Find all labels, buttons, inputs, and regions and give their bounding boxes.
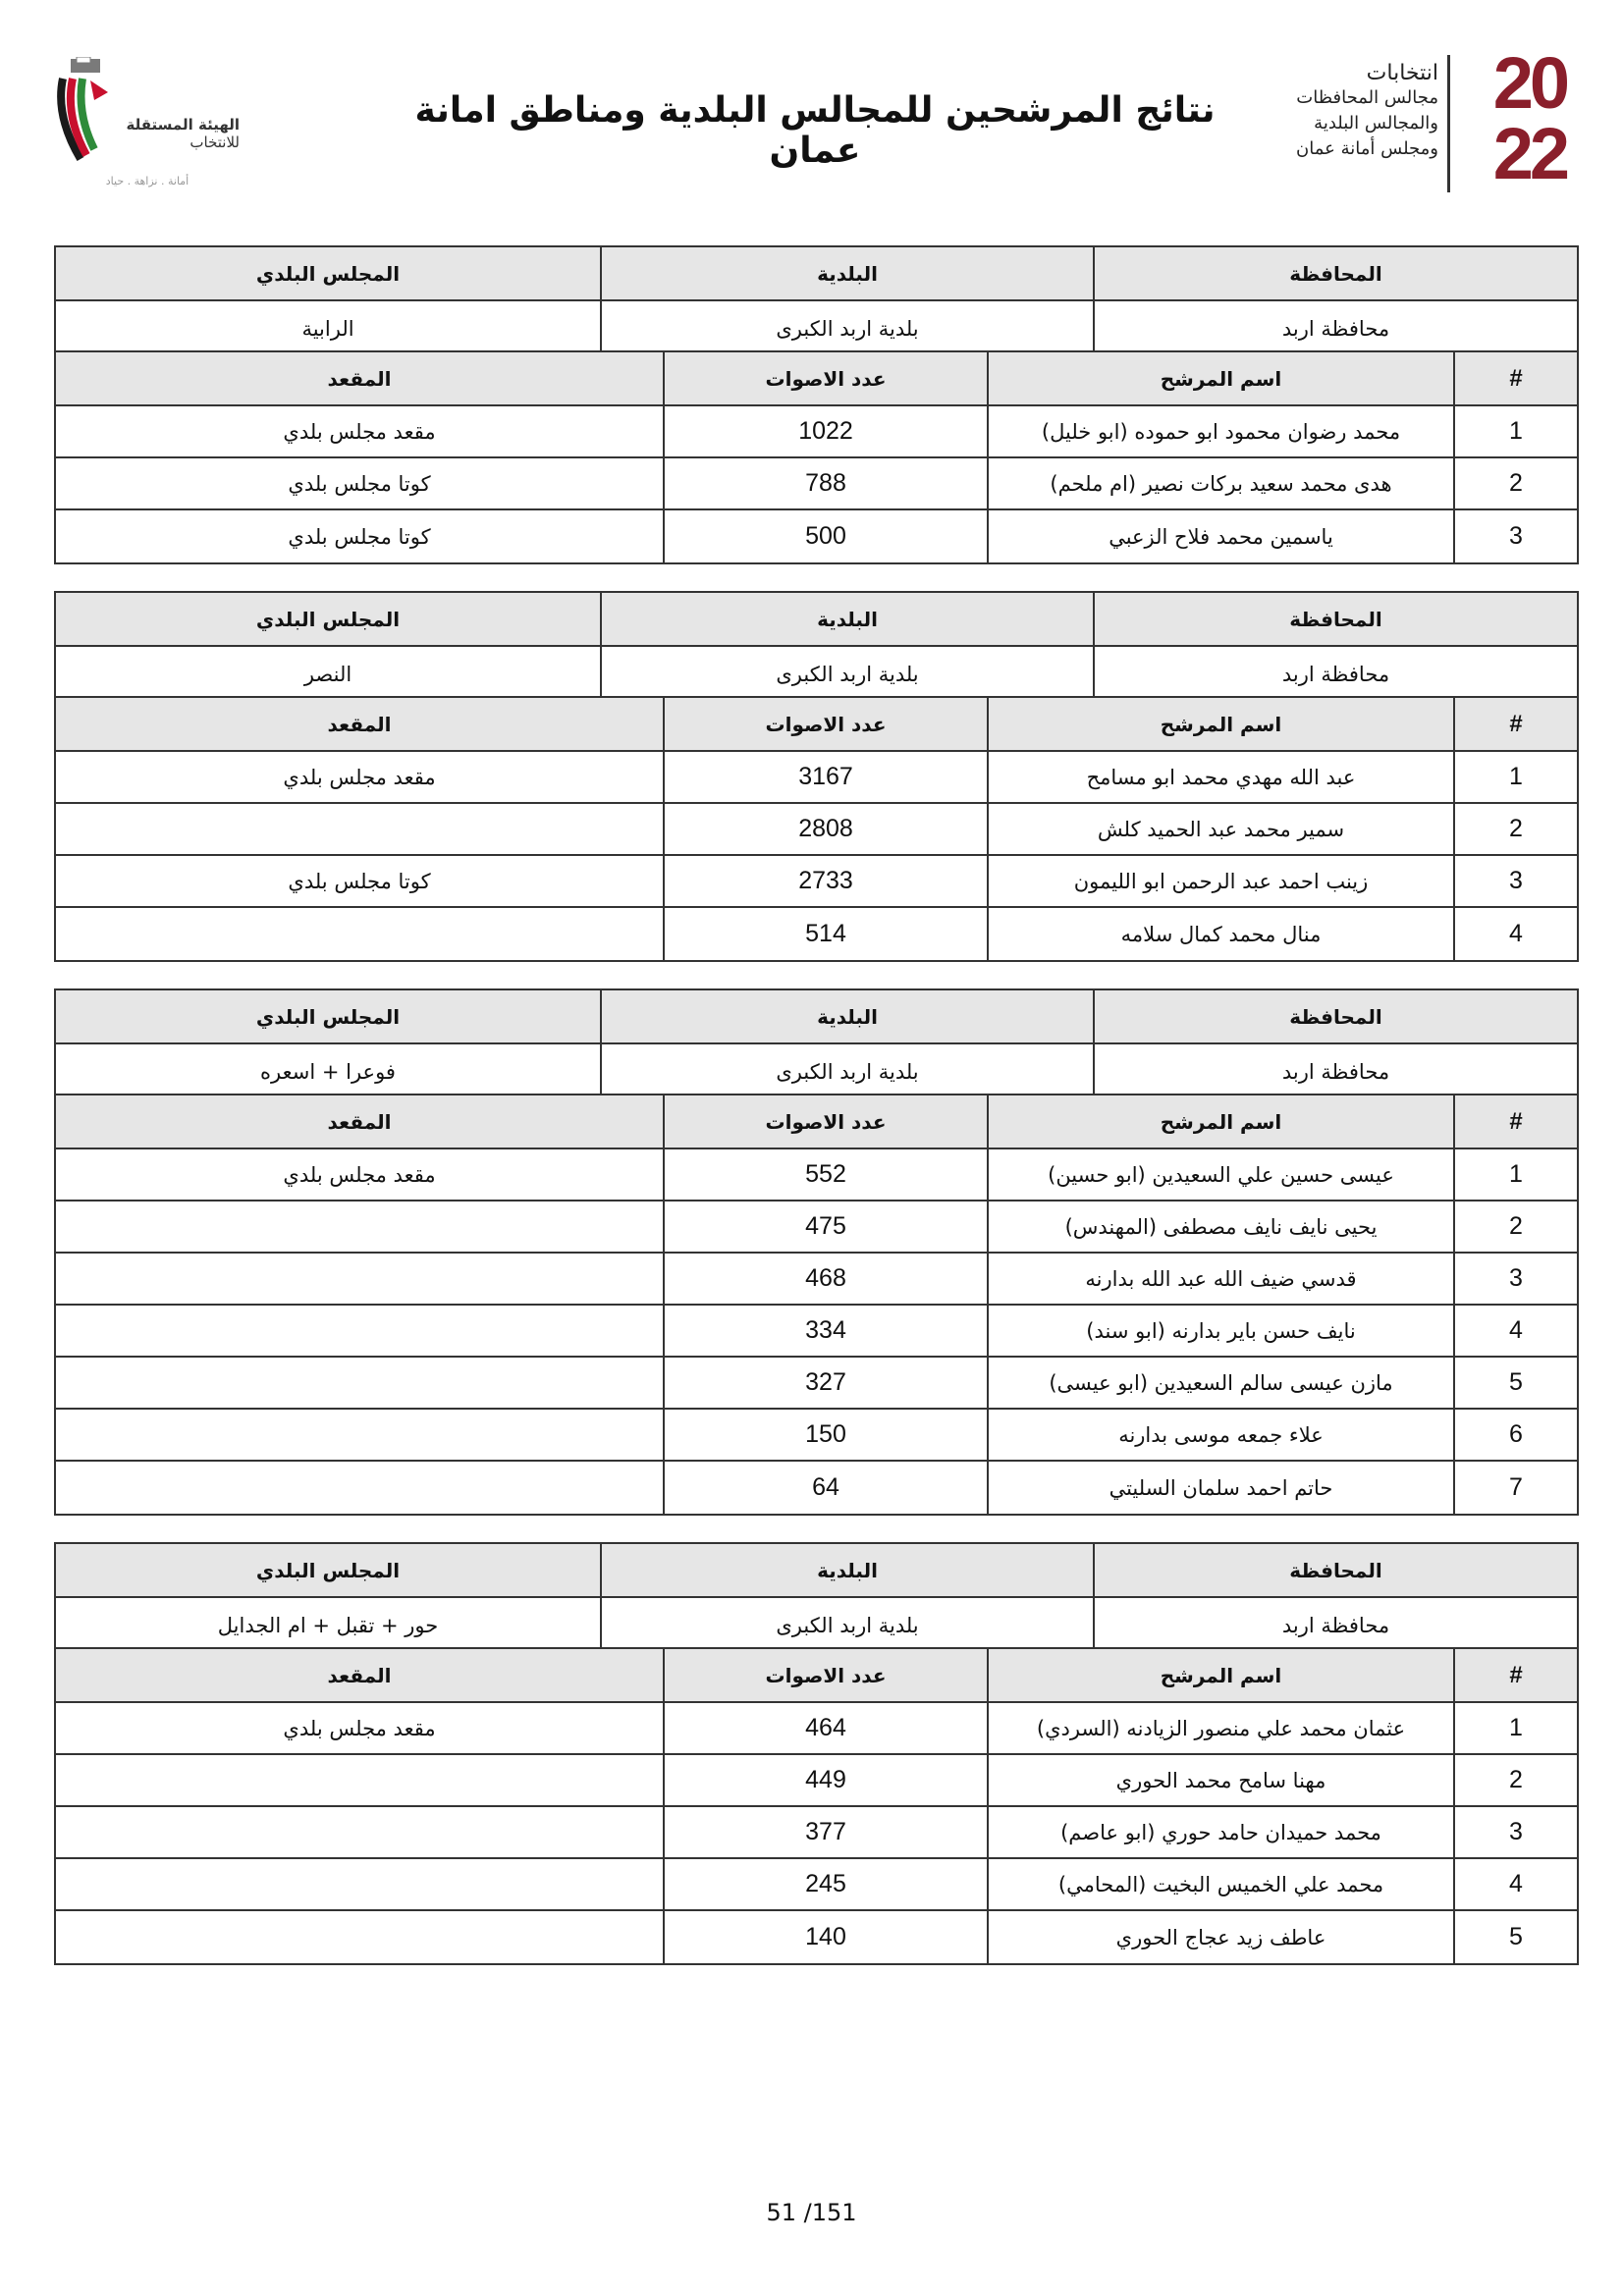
- candidate-name: منال محمد كمال سلامه: [987, 908, 1453, 960]
- candidate-index: 3: [1453, 510, 1577, 562]
- candidate-index: 2: [1453, 804, 1577, 854]
- municipality-value: بلدية اربد الكبرى: [600, 647, 1093, 696]
- table-row: [56, 752, 1577, 804]
- candidate-seat: كوتا مجلس بلدي: [288, 524, 431, 549]
- seat-header: المقعد: [56, 1095, 663, 1148]
- info-value-row: [56, 647, 1577, 698]
- info-value-row: [56, 1044, 1577, 1095]
- candidate-votes: 334: [663, 1306, 987, 1356]
- council-value: الرابية: [301, 317, 354, 341]
- candidate-index: 5: [1453, 1911, 1577, 1963]
- iec-tagline: أمانة . نزاهة . حياد: [105, 175, 189, 187]
- candidate-votes: 140: [663, 1911, 987, 1963]
- candidate-name: محمد علي الخميس البخيت (المحامي): [987, 1859, 1453, 1909]
- candidate-header: اسم المرشح: [987, 1095, 1453, 1148]
- candidate-name: محمد حميدان حامد حوري (ابو عاصم): [987, 1807, 1453, 1857]
- table-row: [56, 1703, 1577, 1755]
- page-header: [0, 0, 1623, 206]
- governorate-value: محافظة اربد: [1093, 647, 1577, 696]
- candidate-seat: [56, 1807, 663, 1857]
- candidate-name: محمد رضوان محمود ابو حموده (ابو خليل): [987, 406, 1453, 456]
- candidate-name: عيسى حسين علي السعيدين (ابو حسين): [987, 1149, 1453, 1200]
- municipality-value: بلدية اربد الكبرى: [600, 1044, 1093, 1094]
- council-value: فوعرا + اسعره: [260, 1060, 396, 1084]
- results-block-3: [54, 988, 1579, 1516]
- iec-name: [112, 116, 240, 151]
- governorate-value: محافظة اربد: [1093, 1598, 1577, 1647]
- candidate-index: 2: [1453, 1201, 1577, 1252]
- candidates-header-row: [56, 352, 1577, 406]
- municipality-header: البلدية: [600, 593, 1093, 645]
- index-header: #: [1453, 352, 1577, 404]
- candidate-seat: [56, 908, 663, 960]
- table-row: [56, 1254, 1577, 1306]
- info-header-row: [56, 247, 1577, 301]
- candidate-seat: كوتا مجلس بلدي: [288, 471, 431, 496]
- page-number: 51 /151: [766, 2199, 857, 2226]
- candidate-seat: [56, 804, 663, 854]
- ballot-emblem-icon: [51, 57, 112, 175]
- candidate-index: 2: [1453, 1755, 1577, 1805]
- candidate-name: حاتم احمد سلمان السليتي: [987, 1462, 1453, 1514]
- candidate-name: يحيى نايف نايف مصطفى (المهندس): [987, 1201, 1453, 1252]
- votes-header: عدد الاصوات: [663, 1095, 987, 1148]
- candidate-votes: 150: [663, 1410, 987, 1460]
- candidate-seat: كوتا مجلس بلدي: [288, 869, 431, 893]
- elections-2022-logo: [1242, 42, 1566, 196]
- candidate-votes: 2808: [663, 804, 987, 854]
- table-row: [56, 908, 1577, 960]
- index-header: #: [1453, 1649, 1577, 1701]
- candidate-votes: 245: [663, 1859, 987, 1909]
- candidate-votes: 464: [663, 1703, 987, 1753]
- index-header: #: [1453, 1095, 1577, 1148]
- candidate-votes: 514: [663, 908, 987, 960]
- governorate-value: محافظة اربد: [1093, 301, 1577, 350]
- candidate-index: 5: [1453, 1358, 1577, 1408]
- table-row: [56, 1462, 1577, 1514]
- candidate-seat: [56, 1859, 663, 1909]
- candidate-name: مهنا سامح محمد الحوري: [987, 1755, 1453, 1805]
- candidate-seat: [56, 1755, 663, 1805]
- table-row: [56, 856, 1577, 908]
- iec-name-line-1: الهيئة المستقلة: [126, 116, 240, 133]
- candidate-seat: [56, 1410, 663, 1460]
- candidate-index: 3: [1453, 856, 1577, 906]
- candidates-header-row: [56, 698, 1577, 752]
- table-row: [56, 1410, 1577, 1462]
- candidate-seat: [56, 1306, 663, 1356]
- candidate-index: 1: [1453, 1703, 1577, 1753]
- candidate-seat: [56, 1462, 663, 1514]
- council-value: حور + تقبل + ام الجدايل: [217, 1614, 439, 1637]
- seat-header: المقعد: [56, 698, 663, 750]
- votes-header: عدد الاصوات: [663, 1649, 987, 1701]
- candidate-seat: مقعد مجلس بلدي: [283, 419, 436, 444]
- info-value-row: [56, 301, 1577, 352]
- info-header-row: [56, 1544, 1577, 1598]
- results-block-2: [54, 591, 1579, 962]
- logo-word: انتخابات: [1366, 61, 1438, 85]
- candidate-name: زينب احمد عبد الرحمن ابو الليمون: [987, 856, 1453, 906]
- candidate-name: قدسي ضيف الله عبد الله بدارنه: [987, 1254, 1453, 1304]
- candidate-name: عبد الله مهدي محمد ابو مسامح: [987, 752, 1453, 802]
- municipality-value: بلدية اربد الكبرى: [600, 1598, 1093, 1647]
- candidate-index: 7: [1453, 1462, 1577, 1514]
- seat-header: المقعد: [56, 352, 663, 404]
- municipality-value: بلدية اربد الكبرى: [600, 301, 1093, 350]
- iec-name-line-2: للانتخاب: [189, 133, 240, 151]
- votes-header: عدد الاصوات: [663, 352, 987, 404]
- table-row: [56, 1201, 1577, 1254]
- candidate-index: 3: [1453, 1807, 1577, 1857]
- candidate-index: 1: [1453, 752, 1577, 802]
- candidates-header-row: [56, 1649, 1577, 1703]
- council-header: المجلس البلدي: [56, 247, 600, 299]
- candidate-seat: [56, 1201, 663, 1252]
- candidate-votes: 2733: [663, 856, 987, 906]
- municipality-header: البلدية: [600, 990, 1093, 1042]
- candidate-votes: 475: [663, 1201, 987, 1252]
- candidate-index: 6: [1453, 1410, 1577, 1460]
- year-top: 20: [1492, 42, 1566, 124]
- table-row: [56, 1358, 1577, 1410]
- candidate-seat: [56, 1358, 663, 1408]
- table-row: [56, 1755, 1577, 1807]
- council-value: النصر: [303, 663, 352, 686]
- logo-line-1: مجالس المحافظات: [1296, 87, 1438, 108]
- table-row: [56, 1807, 1577, 1859]
- candidate-name: علاء جمعه موسى بدارنه: [987, 1410, 1453, 1460]
- table-row: [56, 1859, 1577, 1911]
- council-header: المجلس البلدي: [56, 990, 600, 1042]
- council-header: المجلس البلدي: [56, 593, 600, 645]
- candidate-votes: 552: [663, 1149, 987, 1200]
- candidate-votes: 64: [663, 1462, 987, 1514]
- candidates-header-row: [56, 1095, 1577, 1149]
- candidate-index: 4: [1453, 1306, 1577, 1356]
- results-block-4: [54, 1542, 1579, 1965]
- table-row: [56, 510, 1577, 562]
- council-header: المجلس البلدي: [56, 1544, 600, 1596]
- iec-logo: [51, 49, 247, 196]
- candidate-seat: [56, 1254, 663, 1304]
- year-bottom: 22: [1492, 113, 1566, 194]
- logo-divider: [1447, 55, 1450, 192]
- logo-line-2: والمجالس البلدية: [1314, 113, 1438, 133]
- candidate-index: 1: [1453, 1149, 1577, 1200]
- governorate-header: المحافظة: [1093, 247, 1577, 299]
- candidate-header: اسم المرشح: [987, 352, 1453, 404]
- candidate-seat: مقعد مجلس بلدي: [283, 1162, 436, 1187]
- info-header-row: [56, 593, 1577, 647]
- table-row: [56, 1911, 1577, 1963]
- candidate-votes: 500: [663, 510, 987, 562]
- votes-header: عدد الاصوات: [663, 698, 987, 750]
- candidate-votes: 377: [663, 1807, 987, 1857]
- results-block-1: [54, 245, 1579, 564]
- governorate-header: المحافظة: [1093, 990, 1577, 1042]
- governorate-header: المحافظة: [1093, 1544, 1577, 1596]
- logo-text: [1242, 61, 1438, 162]
- table-row: [56, 1149, 1577, 1201]
- candidate-votes: 327: [663, 1358, 987, 1408]
- index-header: #: [1453, 698, 1577, 750]
- table-row: [56, 458, 1577, 510]
- seat-header: المقعد: [56, 1649, 663, 1701]
- table-row: [56, 406, 1577, 458]
- candidate-votes: 468: [663, 1254, 987, 1304]
- page-title: نتائج المرشحين للمجالس البلدية ومناطق امانة عمان: [414, 90, 1216, 171]
- municipality-header: البلدية: [600, 1544, 1093, 1596]
- governorate-header: المحافظة: [1093, 593, 1577, 645]
- candidate-votes: 1022: [663, 406, 987, 456]
- candidate-name: سمير محمد عبد الحميد كلش: [987, 804, 1453, 854]
- candidate-seat: [56, 1911, 663, 1963]
- candidate-index: 4: [1453, 1859, 1577, 1909]
- candidate-name: ياسمين محمد فلاح الزعبي: [987, 510, 1453, 562]
- governorate-value: محافظة اربد: [1093, 1044, 1577, 1094]
- info-value-row: [56, 1598, 1577, 1649]
- candidate-seat: مقعد مجلس بلدي: [283, 765, 436, 789]
- candidate-index: 3: [1453, 1254, 1577, 1304]
- year-mark: [1458, 42, 1566, 196]
- candidate-votes: 3167: [663, 752, 987, 802]
- candidate-index: 4: [1453, 908, 1577, 960]
- candidate-name: هدى محمد سعيد بركات نصير (ام ملحم): [987, 458, 1453, 508]
- municipality-header: البلدية: [600, 247, 1093, 299]
- candidate-index: 2: [1453, 458, 1577, 508]
- candidate-votes: 449: [663, 1755, 987, 1805]
- candidate-votes: 788: [663, 458, 987, 508]
- candidate-seat: مقعد مجلس بلدي: [283, 1716, 436, 1740]
- candidate-name: مازن عيسى سالم السعيدين (ابو عيسى): [987, 1358, 1453, 1408]
- candidate-header: اسم المرشح: [987, 1649, 1453, 1701]
- table-row: [56, 804, 1577, 856]
- info-header-row: [56, 990, 1577, 1044]
- logo-line-3: ومجلس أمانة عمان: [1296, 138, 1438, 159]
- candidate-header: اسم المرشح: [987, 698, 1453, 750]
- candidate-name: نايف حسن باير بدارنه (ابو سند): [987, 1306, 1453, 1356]
- candidate-name: عاطف زيد عجاج الحوري: [987, 1911, 1453, 1963]
- candidate-index: 1: [1453, 406, 1577, 456]
- table-row: [56, 1306, 1577, 1358]
- candidate-name: عثمان محمد علي منصور الزيادنه (السردي): [987, 1703, 1453, 1753]
